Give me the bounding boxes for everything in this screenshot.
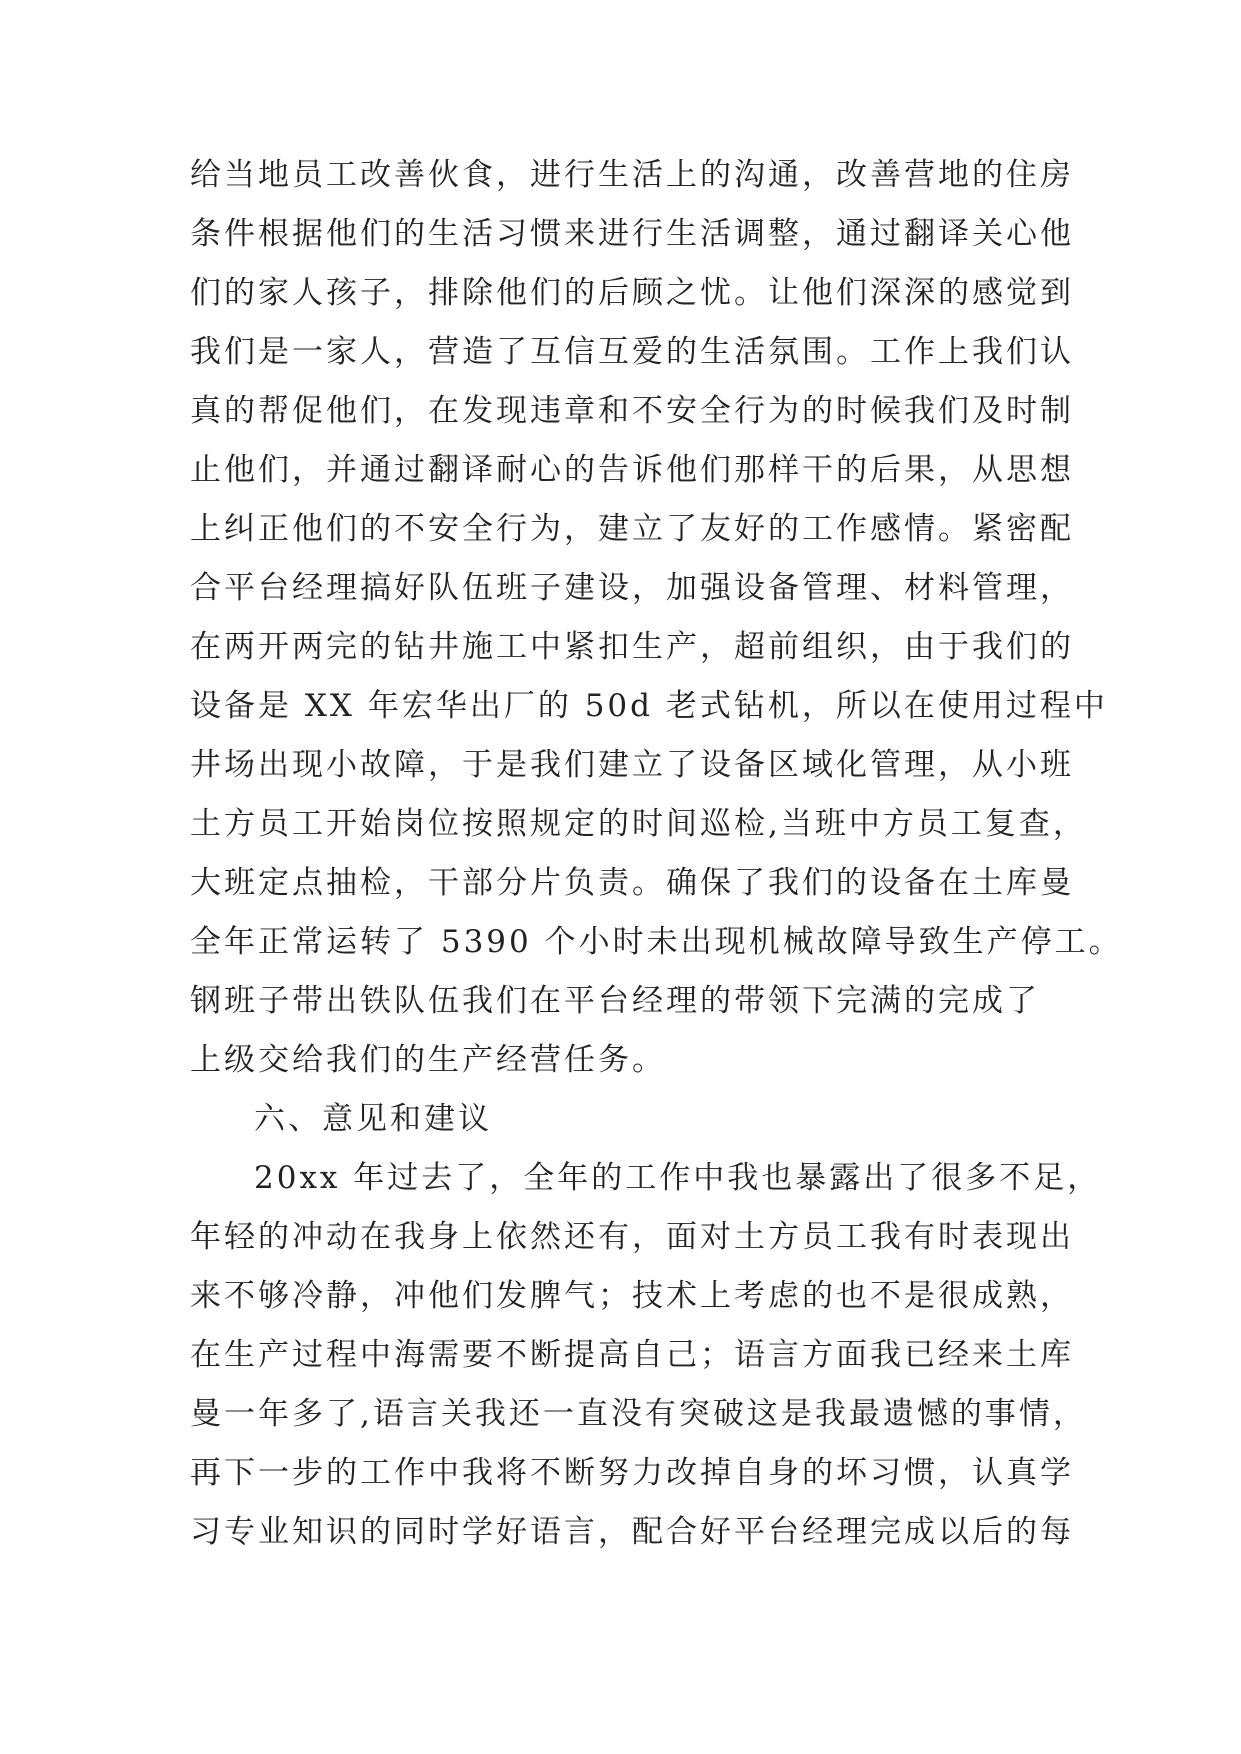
text-line: 合平台经理搞好队伍班子建设，加强设备管理、材料管理， <box>190 570 1074 606</box>
paragraph <box>190 1149 1102 1562</box>
text-line: 我们是一家人，营造了互信互爱的生活氛围。工作上我们认 <box>190 334 1074 370</box>
text-line: 上级交给我们的生产经营任务。 <box>190 1042 666 1078</box>
text-line: 再下一步的工作中我将不断努力改掉自身的坏习惯，认真学 <box>190 1455 1074 1491</box>
paragraph <box>190 146 1123 1090</box>
text-line: 土方员工开始岗位按照规定的时间巡检,当班中方员工复查， <box>190 806 1087 842</box>
text-line: 大班定点抽检，干部分片负责。确保了我们的设备在土库曼 <box>190 865 1074 901</box>
text-line: 在生产过程中海需要不断提高自己；语言方面我已经来土库 <box>190 1337 1074 1373</box>
text-line: 钢班子带出铁队伍我们在平台经理的带领下完满的完成了 <box>190 983 1040 1019</box>
text-line: 井场出现小故障，于是我们建立了设备区域化管理，从小班 <box>190 747 1074 783</box>
text-line: 20xx 年过去了，全年的工作中我也暴露出了很多不足， <box>254 1160 1102 1196</box>
text-line: 给当地员工改善伙食，进行生活上的沟通，改善营地的住房 <box>190 157 1074 193</box>
document-body <box>190 146 1123 1562</box>
heading-line: 六、意见和建议 <box>254 1101 492 1137</box>
text-line: 在两开两完的钻井施工中紧扣生产，超前组织，由于我们的 <box>190 629 1074 665</box>
text-line: 来不够冷静，冲他们发脾气；技术上考虑的也不是很成熟， <box>190 1278 1074 1314</box>
section-heading <box>190 1090 1070 1149</box>
text-line: 年轻的冲动在我身上依然还有，面对土方员工我有时表现出 <box>190 1219 1074 1255</box>
text-line: 习专业知识的同时学好语言，配合好平台经理完成以后的每 <box>190 1514 1074 1550</box>
text-line: 设备是 XX 年宏华出厂的 50d 老式钻机，所以在使用过程中 <box>190 688 1108 724</box>
text-line: 上纠正他们的不安全行为，建立了友好的工作感情。紧密配 <box>190 511 1074 547</box>
text-line: 止他们，并通过翻译耐心的告诉他们那样干的后果，从思想 <box>190 452 1074 488</box>
text-line: 全年正常运转了 5390 个小时未出现机械故障导致生产停工。 <box>190 924 1123 960</box>
text-line: 条件根据他们的生活习惯来进行生活调整，通过翻译关心他 <box>190 216 1074 252</box>
text-line: 曼一年多了,语言关我还一直没有突破这是我最遗憾的事情， <box>190 1396 1087 1432</box>
text-line: 真的帮促他们，在发现违章和不安全行为的时候我们及时制 <box>190 393 1074 429</box>
text-line: 们的家人孩子，排除他们的后顾之忧。让他们深深的感觉到 <box>190 275 1074 311</box>
